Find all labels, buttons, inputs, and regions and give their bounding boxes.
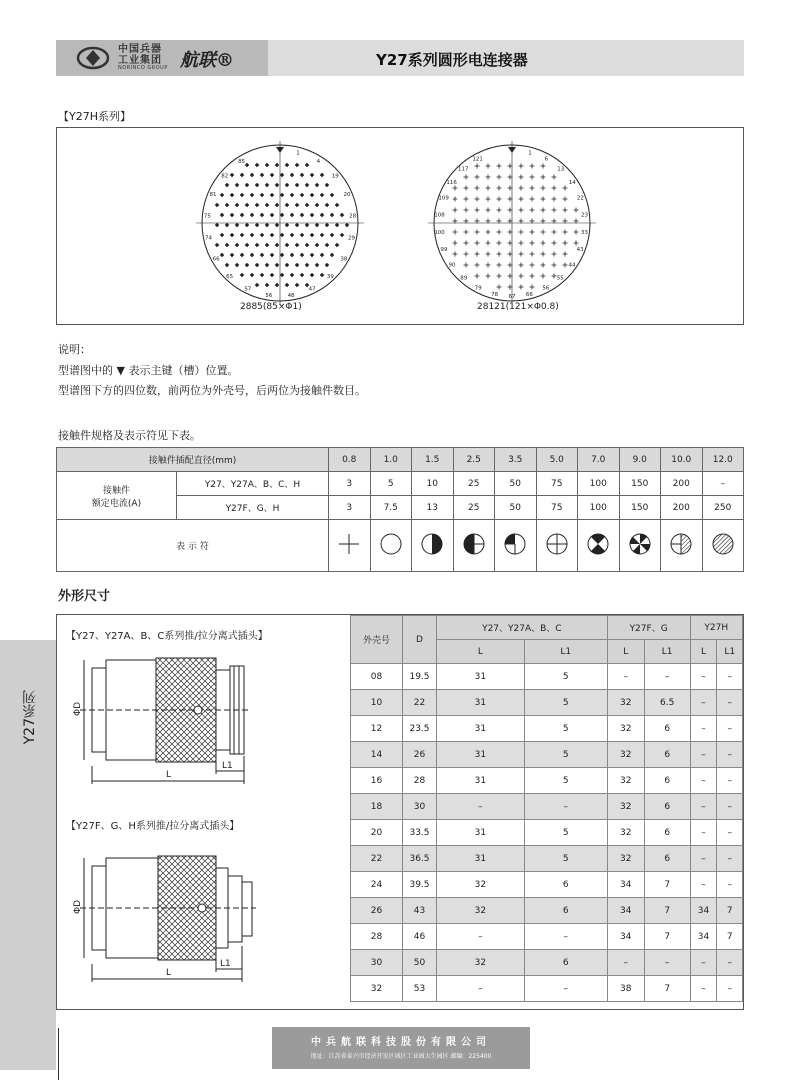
footer-block [272,1027,530,1069]
table-cell: 30 [403,794,437,820]
pin-number-label: 81 [209,192,217,199]
table-row [351,872,743,898]
current-cell: 5 [370,472,412,496]
table-cell: 24 [351,872,403,898]
table-cell: 6 [644,742,690,768]
table-row [351,898,743,924]
table-cell: 08 [351,664,403,690]
pin-number-label: 48 [287,293,295,300]
current-label: 接触件 额定电流(A) [57,472,177,520]
table-cell: – [690,664,717,690]
diagram-caption-1: 2885(85×Φ1) [240,302,302,312]
diameter-cell: 12.0 [702,448,744,472]
table-cell: 32 [607,794,644,820]
table-cell: 18 [351,794,403,820]
table-cell: 6 [524,872,607,898]
table-cell: – [717,820,743,846]
footer-company: 中兵航联科技股份有限公司 [311,1037,491,1048]
pin-number-label: 1 [296,150,300,157]
table-cell: – [717,846,743,872]
diameter-cell: 1.5 [412,448,454,472]
notes-line-2: 型谱图下方的四位数，前两位为外壳号，后两位为接触件数目。 [58,384,366,397]
pin-number-label: 22 [576,195,584,202]
pin-number-label: 79 [474,285,482,292]
col-d-header: D [403,616,437,664]
plug2-drawing [70,846,260,986]
sub-header: L1 [717,640,743,664]
diameter-cell: 7.0 [578,448,620,472]
pin-number-label: 116 [446,179,457,186]
group-header: Y27H [690,616,742,640]
current-cell: 50 [495,472,537,496]
outline-title: 外形尺寸 [58,589,111,604]
table-cell: – [437,976,525,1002]
current-cell: 200 [661,496,703,520]
pin-number-label: 43 [576,247,584,254]
company-logo [56,40,268,76]
table-cell: 43 [403,898,437,924]
table-cell: 6 [524,898,607,924]
pin-number-label: 66 [525,291,533,298]
table-cell: 32 [607,768,644,794]
symbol-cell [536,520,578,572]
table-cell: – [690,846,717,872]
pin-layout-diagram-2885 [190,140,370,310]
table-cell: – [717,664,743,690]
table-cell: 26 [351,898,403,924]
pin-layout-diagram-28121 [422,140,602,310]
logo-cn-text: 中国兵器 工业集团 [118,44,162,66]
sub-header: L [690,640,717,664]
contact-spec-table [56,447,744,572]
current-cell: 7.5 [370,496,412,520]
table-cell: 32 [607,690,644,716]
table-cell: 22 [403,690,437,716]
current-cell: 150 [619,496,661,520]
table-cell: – [717,872,743,898]
table-cell: 20 [351,820,403,846]
current-cell: 75 [536,472,578,496]
footer-address: 地址：江苏省泰兴市经济开发区城区工业园大生园区 邮编：225400 [310,1053,492,1060]
group-header: Y27F、G [607,616,690,640]
symbol-cell [495,520,537,572]
diameter-cell: 1.0 [370,448,412,472]
diameter-header: 接触件插配直径(mm) [57,448,329,472]
table-cell: 6 [524,950,607,976]
pin-number-label: 82 [221,173,229,180]
pin-number-label: 108 [434,212,445,219]
pin-number-label: 117 [457,166,469,173]
sub-header: L [607,640,644,664]
pin-number-label: 33 [580,230,588,237]
logo-en-text: NORINCO GROUP [118,65,168,71]
table-cell: – [717,950,743,976]
table-cell: – [690,872,717,898]
table-cell: – [690,690,717,716]
pin-number-label: 29 [348,235,356,242]
table-row [351,924,743,950]
table-cell: – [690,976,717,1002]
pin-number-label: 65 [226,273,234,280]
diameter-cell: 0.8 [329,448,371,472]
table-cell: 53 [403,976,437,1002]
table-cell: – [607,664,644,690]
current-cell: 25 [453,496,495,520]
table-cell: 19.5 [403,664,437,690]
symbol-cell [453,520,495,572]
plug1-drawing [70,648,260,788]
symbol-cell [702,520,744,572]
symbol-cell [329,520,371,572]
pin-number-label: 44 [568,262,576,269]
current-cell: 3 [329,472,371,496]
table-cell: 16 [351,768,403,794]
pin-number-label: 89 [460,275,468,282]
current-cell: 10 [412,472,454,496]
table-cell: – [524,976,607,1002]
table-cell: – [607,950,644,976]
bowtie-symbol-icon [586,532,610,556]
table-cell: 31 [437,846,525,872]
table-cell: 5 [524,768,607,794]
series-cell: Y27F、G、H [177,496,329,520]
pin-number-label: 4 [316,158,321,165]
diameter-cell: 2.5 [453,448,495,472]
table-cell: 34 [607,898,644,924]
plug1-d-label: ΦD [73,701,83,716]
pin-number-label: 14 [568,179,576,186]
half-quarter-symbol-icon [462,532,486,556]
table-cell: 10 [351,690,403,716]
pin-number-label: 90 [448,262,456,269]
current-cell: 200 [661,472,703,496]
pin-number-label: 23 [581,212,589,219]
table-cell: 6 [644,716,690,742]
symbol-cell [619,520,661,572]
table-cell: – [437,924,525,950]
pin-number-label: 38 [340,256,348,263]
table-cell: – [717,794,743,820]
side-tab-label: Y27系列 [22,690,38,745]
table-cell: 5 [524,664,607,690]
table-cell: 14 [351,742,403,768]
table-cell: 7 [717,924,743,950]
pin-number-label: 1 [528,150,532,157]
table-cell: – [437,794,525,820]
table-cell: 7 [644,976,690,1002]
series-label: 【Y27H系列】 [58,110,131,123]
current-cell: 50 [495,496,537,520]
col-shell-header: 外壳号 [351,616,403,664]
pin-number-label: 39 [326,273,334,280]
circle-cross-symbol-icon [545,532,569,556]
table-cell: – [690,768,717,794]
hatch-half-symbol-icon [669,532,693,556]
pin-number-label: 67 [508,294,516,300]
table-cell: – [644,664,690,690]
pin-number-label: 66 [212,256,220,263]
table-cell: 5 [524,690,607,716]
table-cell: – [717,742,743,768]
pin-number-label: 78 [491,291,499,298]
table-cell: 7 [644,924,690,950]
table-cell: 7 [644,898,690,924]
table-cell: 38 [607,976,644,1002]
hatch-full-symbol-icon [711,532,735,556]
logo-emblem-icon [76,45,110,71]
table-cell: 6 [644,768,690,794]
table-cell: 30 [351,950,403,976]
table-cell: – [690,950,717,976]
dimension-table [350,615,743,1002]
notes-line-3: 接触件规格及表示符见下表。 [58,429,201,442]
diameter-cell: 5.0 [536,448,578,472]
table-row [351,820,743,846]
table-cell: 34 [690,924,717,950]
pin-number-label: 100 [434,230,445,237]
diagram-caption-2: 28121(121×Φ0.8) [477,302,559,312]
current-cell: 75 [536,496,578,520]
table-cell: 34 [607,924,644,950]
table-cell: – [717,716,743,742]
page-header [56,40,744,76]
table-cell: 31 [437,664,525,690]
sub-header: L [437,640,525,664]
table-row [351,690,743,716]
plug2-l-label: L [166,968,172,978]
pin-number-label: 47 [308,286,316,293]
symbol-cell [412,520,454,572]
table-cell: – [524,794,607,820]
table-cell: – [717,768,743,794]
pin-number-label: 56 [265,293,273,300]
table-cell: 32 [437,898,525,924]
table-row [351,950,743,976]
footer-divider [58,1028,59,1080]
pin-number-label: 57 [244,286,252,293]
table-cell: 31 [437,768,525,794]
pin-number-label: 109 [438,195,449,202]
pin-number-label: 74 [204,235,212,242]
table-cell: 6 [644,846,690,872]
table-cell: 31 [437,690,525,716]
group-header: Y27、Y27A、B、C [437,616,608,640]
table-cell: 46 [403,924,437,950]
notes-line-1: 型谱图中的 ▼ 表示主键（槽）位置。 [58,364,239,377]
plug1-l-label: L [166,770,172,780]
cross-symbol-icon [337,532,361,556]
circle-symbol-icon [379,532,403,556]
pin-number-label: 99 [440,247,448,254]
table-cell: 32 [607,742,644,768]
current-cell: 100 [578,472,620,496]
plug2-d-label: ΦD [73,899,83,914]
table-cell: 5 [524,716,607,742]
table-cell: 32 [607,716,644,742]
table-cell: – [717,690,743,716]
pin-number-label: 75 [203,213,211,220]
table-cell: 31 [437,742,525,768]
table-row [351,716,743,742]
quarter-black-symbol-icon [420,532,444,556]
table-cell: 31 [437,716,525,742]
pin-number-label: 13 [557,166,565,173]
symbol-cell [661,520,703,572]
current-cell: 250 [702,496,744,520]
table-cell: 32 [607,820,644,846]
table-cell: 26 [403,742,437,768]
plug1-l1-label: L1 [222,761,233,771]
table-cell: 5 [524,820,607,846]
table-cell: – [524,924,607,950]
diameter-cell: 10.0 [661,448,703,472]
table-cell: 31 [437,820,525,846]
current-cell: – [702,472,744,496]
current-cell: 150 [619,472,661,496]
table-row [351,794,743,820]
symbol-label: 表 示 符 [57,520,329,572]
quarter-single-symbol-icon [503,532,527,556]
table-cell: 7 [644,872,690,898]
table-cell: 34 [607,872,644,898]
table-cell: – [690,716,717,742]
table-cell: – [690,742,717,768]
table-cell: 32 [607,846,644,872]
pin-number-label: 121 [472,156,483,163]
plug1-label: 【Y27、Y27A、B、C系列推/拉分离式插头】 [66,631,268,642]
table-cell: 23.5 [403,716,437,742]
table-row [351,742,743,768]
table-cell: 32 [351,976,403,1002]
table-row [351,664,743,690]
table-cell: 6 [644,820,690,846]
current-cell: 25 [453,472,495,496]
table-cell: 5 [524,742,607,768]
table-cell: 32 [437,950,525,976]
table-cell: 12 [351,716,403,742]
table-row [351,976,743,1002]
sub-header: L1 [644,640,690,664]
table-cell: 28 [403,768,437,794]
table-row [351,768,743,794]
table-cell: – [690,794,717,820]
diameter-cell: 9.0 [619,448,661,472]
table-cell: 22 [351,846,403,872]
pin-number-label: 55 [556,275,564,282]
table-cell: 33.5 [403,820,437,846]
table-cell: 7 [717,898,743,924]
pin-number-label: 19 [331,173,339,180]
diameter-cell: 3.5 [495,448,537,472]
table-cell: 6 [644,794,690,820]
symbol-cell [370,520,412,572]
table-cell: 6.5 [644,690,690,716]
pin-number-label: 6 [544,156,549,163]
page-title: Y27系列圆形电连接器 [376,51,528,69]
notes-title: 说明： [58,343,91,356]
table-cell: 34 [690,898,717,924]
table-cell: 39.5 [403,872,437,898]
current-cell: 13 [412,496,454,520]
table-cell: 50 [403,950,437,976]
sub-header: L1 [524,640,607,664]
pin-number-label: 56 [542,285,550,292]
plug2-l1-label: L1 [220,959,231,969]
current-cell: 3 [329,496,371,520]
table-cell: 28 [351,924,403,950]
pin-number-label: 20 [343,192,351,199]
pin-number-label: 85 [238,158,246,165]
pin-number-label: 28 [349,213,357,220]
table-cell: – [644,950,690,976]
logo-brand-text: 航联® [180,50,234,71]
pin-diagram-box [56,127,744,325]
table-cell: – [690,820,717,846]
table-cell: 36.5 [403,846,437,872]
table-cell: 32 [437,872,525,898]
series-cell: Y27、Y27A、B、C、H [177,472,329,496]
table-cell: 5 [524,846,607,872]
star-wheel-symbol-icon [628,532,652,556]
table-row [351,846,743,872]
plug2-label: 【Y27F、G、H系列推/拉分离式插头】 [66,821,240,832]
table-cell: – [717,976,743,1002]
current-cell: 100 [578,496,620,520]
symbol-cell [578,520,620,572]
